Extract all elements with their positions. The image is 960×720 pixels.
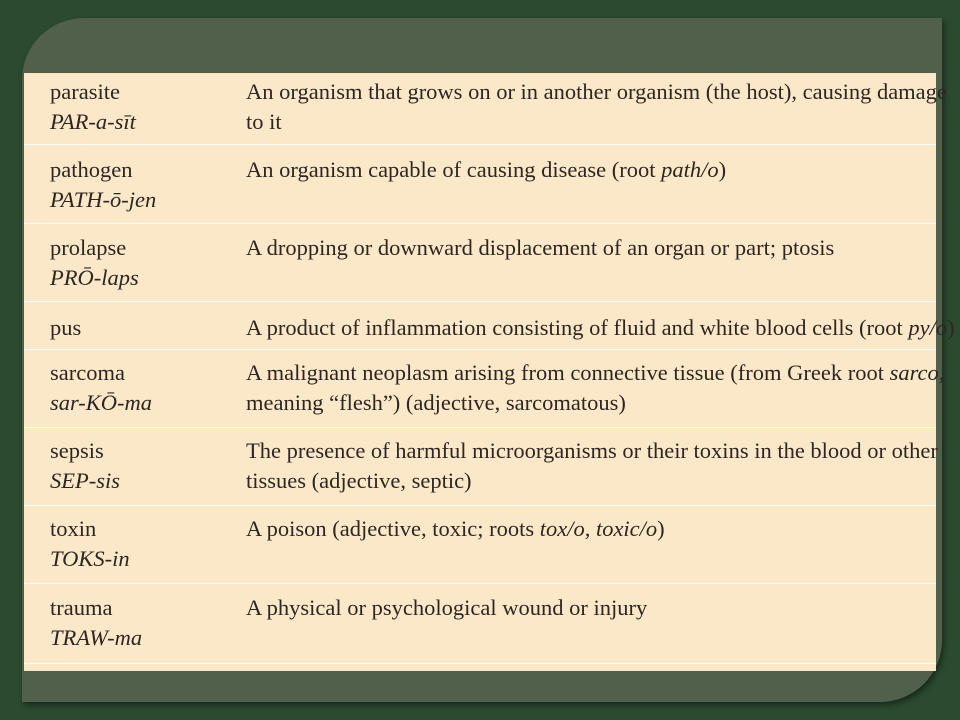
- term: prolapse: [50, 235, 127, 260]
- row-divider: [24, 144, 936, 145]
- row-divider: [24, 223, 936, 224]
- definition: [246, 436, 938, 496]
- definition-text: A poison (adjective, toxic; roots: [246, 516, 540, 541]
- pronunciation: TRAW-ma: [50, 625, 143, 650]
- row-divider: [24, 349, 936, 350]
- definition-line: A dropping or downward displacement of an organ or part; ptosis: [246, 235, 835, 260]
- pronunciation: PATH-ō-jen: [50, 187, 157, 212]
- definition-line: A physical or psychological wound or injury: [246, 595, 648, 620]
- pronunciation: PRŌ-laps: [50, 265, 139, 290]
- definition-tail: ): [657, 516, 665, 541]
- row-divider: [24, 583, 936, 584]
- row-divider: [24, 427, 936, 428]
- definition: [246, 358, 945, 418]
- term: pus: [50, 315, 82, 340]
- definition: [246, 77, 947, 137]
- definition-tail: ): [718, 157, 727, 182]
- term: pathogen: [50, 157, 133, 182]
- pronunciation: PAR-a-sīt: [50, 109, 136, 134]
- definition-root: sarco,: [889, 360, 945, 385]
- row-divider: [24, 301, 936, 302]
- definition: [246, 514, 914, 544]
- pronunciation: SEP-sis: [50, 468, 120, 493]
- row-divider: [24, 505, 936, 506]
- term: trauma: [50, 595, 113, 620]
- definition-line: to it: [246, 109, 282, 134]
- definition-line: An organism that grows on or in another organism (the host), causing damage: [246, 79, 947, 104]
- definition-text: A product of inflammation consisting of fluid and white blood cells (root: [246, 315, 909, 340]
- definition: [246, 593, 914, 623]
- definition-root: tox/o, toxic/o: [539, 516, 658, 541]
- definition-text: An organism capable of causing disease (root: [246, 157, 662, 182]
- glossary-table: [24, 73, 955, 671]
- term: sepsis: [50, 438, 104, 463]
- term: parasite: [50, 79, 120, 104]
- definition-line: tissues (adjective, septic): [246, 468, 472, 493]
- definition: [246, 233, 914, 263]
- term: toxin: [50, 516, 97, 541]
- definition-line: [246, 155, 914, 185]
- definition-line: [246, 313, 955, 343]
- definition: [246, 155, 914, 185]
- definition-root: py/o: [908, 315, 948, 340]
- definition-text: A malignant neoplasm arising from connective tissue (from Greek root: [246, 360, 890, 385]
- pronunciation: sar-KŌ-ma: [50, 390, 153, 415]
- term: sarcoma: [50, 360, 125, 385]
- definition: [246, 313, 955, 343]
- definition-tail: ): [947, 315, 955, 340]
- row-divider: [24, 663, 936, 664]
- definition-line: The presence of harmful microorganisms or their toxins in the blood or other: [246, 438, 938, 463]
- pronunciation: TOKS-in: [50, 546, 130, 571]
- definition-root: path/o: [661, 157, 719, 182]
- definition-line: meaning “flesh”) (adjective, sarcomatous): [246, 390, 626, 415]
- definition-line: [246, 514, 914, 544]
- definition-line: [246, 358, 945, 388]
